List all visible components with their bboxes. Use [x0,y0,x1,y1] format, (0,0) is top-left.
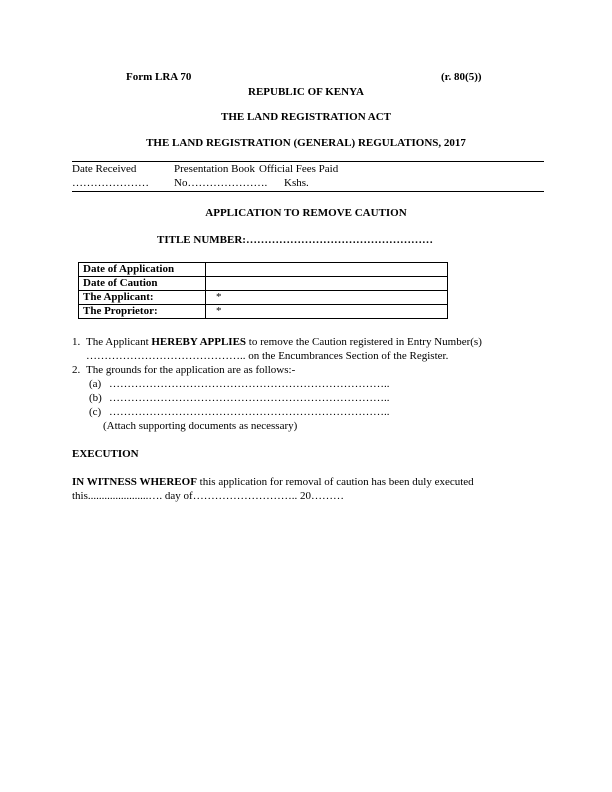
row-label: The Proprietor: [79,305,206,319]
row-value [206,263,448,277]
ground-b-label: (b) [89,392,102,404]
date-received-dots: ………………… [72,177,149,189]
country-heading: REPUBLIC OF KENYA [248,86,364,98]
table-row [79,291,448,305]
row-value: * [206,305,448,319]
ground-c-dots: ………………………………………………………………….. [109,406,390,418]
attach-note: (Attach supporting documents as necessary) [103,420,298,432]
execution-heading: EXECUTION [72,448,139,460]
item-1-post: to remove the Caution registered in Entry Number(s) [246,336,482,348]
table-row [79,277,448,291]
title-number-label: TITLE NUMBER: [157,234,246,246]
title-number [157,234,433,246]
ground-a-label: (a) [89,378,102,390]
presentation-book-label: Presentation Book [174,163,255,175]
official-fees-label: Official Fees Paid [259,163,339,175]
rule-reference: (r. 80(5)) [441,71,482,83]
table-row [79,263,448,277]
title-number-dots: …………………………………………… [245,234,433,246]
item-1-pre: The Applicant [86,336,152,348]
witness-line-1 [72,476,474,488]
act-heading: THE LAND REGISTRATION ACT [220,111,392,123]
item-1-line-2: …………………………………….. on the Encumbrances Section of the Register. [86,350,449,362]
ground-c-label: (c) [89,406,102,418]
witness-text: this application for removal of caution has been duly executed [196,476,474,488]
witness-bold: IN WITNESS WHEREOF [72,476,197,488]
ground-b-dots: ………………………………………………………………….. [109,392,390,404]
row-label: Date of Caution [79,277,206,291]
presentation-number: No…………………. [174,177,268,189]
item-1-text [86,336,482,348]
row-value [206,277,448,291]
row-label: Date of Application [79,263,206,277]
item-2-text: The grounds for the application are as follows:- [86,364,296,376]
item-1-bold: HEREBY APPLIES [151,336,247,348]
regulations-heading: THE LAND REGISTRATION (GENERAL) REGULATIONS, 2017 [146,137,466,149]
row-label: The Applicant: [79,291,206,305]
item-2-number: 2. [72,364,81,376]
fees-currency: Kshs. [284,177,309,189]
row-value: * [206,291,448,305]
date-received-label: Date Received [72,163,137,175]
witness-line-2: this......................…. day of……………………….. 20……… [72,490,344,502]
item-1-number: 1. [72,336,81,348]
top-divider [72,161,544,162]
details-table [78,262,448,319]
form-id: Form LRA 70 [126,71,192,83]
bottom-divider [72,191,544,192]
table-row [79,305,448,319]
ground-a-dots: ………………………………………………………………….. [109,378,390,390]
form-title: APPLICATION TO REMOVE CAUTION [205,207,407,219]
